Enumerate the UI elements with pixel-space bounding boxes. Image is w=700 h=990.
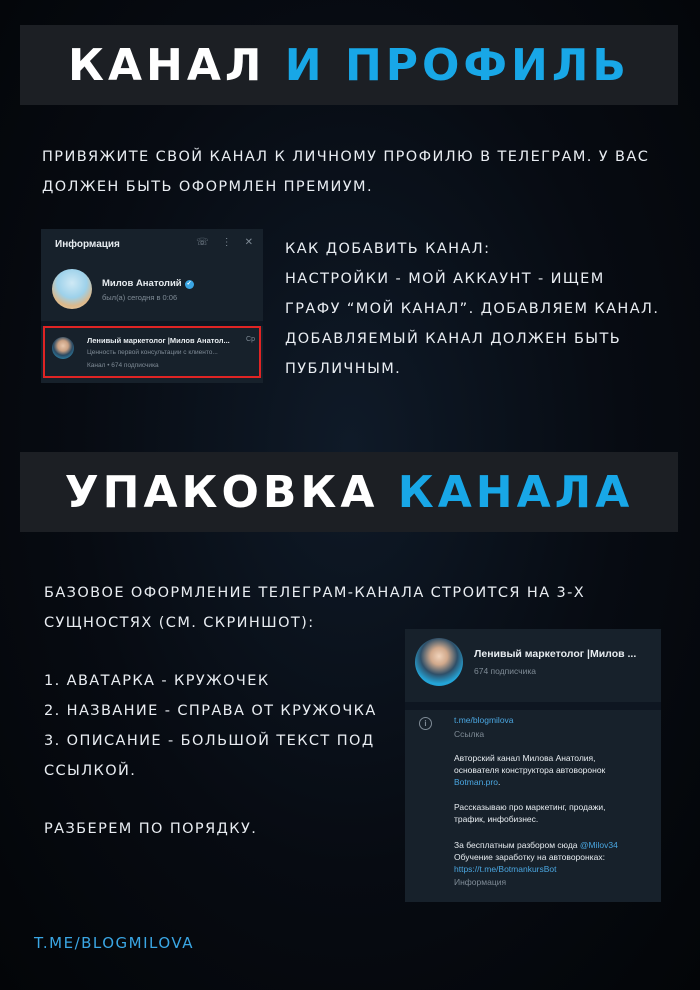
description-line: Обучение заработку на автоворонках:	[454, 852, 605, 862]
botman-link[interactable]: Botman.pro	[454, 777, 498, 787]
channel-avatar-large[interactable]	[415, 638, 463, 686]
list-item: ССЫЛКОЙ.	[44, 763, 137, 779]
title-part-blue: И ПРОФИЛЬ	[284, 39, 630, 91]
basic-line: БАЗОВОЕ ОФОРМЛЕНИЕ ТЕЛЕГРАМ-КАНАЛА СТРОИТСЯ НА 3-Х	[44, 585, 586, 601]
description-line: Авторский канал Милова Анатолия,	[454, 753, 596, 763]
intro-text	[42, 142, 662, 202]
list-item: 2. НАЗВАНИЕ - СПРАВА ОТ КРУЖОЧКА	[44, 703, 377, 719]
bot-link[interactable]: https://t.me/BotmankursBot	[454, 864, 557, 874]
howto-line: КАК ДОБАВИТЬ КАНАЛ:	[285, 241, 491, 257]
verified-badge-icon: ✓	[186, 281, 192, 287]
phone-icon[interactable]: ☏	[196, 237, 209, 248]
channel-subscribers: 674 подписчика	[474, 666, 536, 676]
howto-line: ГРАФУ “МОЙ КАНАЛ”. ДОБАВЛЯЕМ КАНАЛ.	[285, 301, 660, 317]
description-line: трафик, инфобизнес.	[454, 814, 539, 824]
list-item: 1. АВАТАРКА - КРУЖОЧЕК	[44, 673, 270, 689]
info-panel-header: Информация	[55, 239, 120, 250]
channel-avatar	[52, 337, 74, 359]
channel-meta: Канал • 674 подписчика	[87, 362, 159, 369]
username-link[interactable]: @Milov34	[579, 840, 618, 850]
description-line: Рассказываю про маркетинг, продажи,	[454, 802, 606, 812]
more-vertical-icon[interactable]: ⋮	[221, 237, 232, 248]
channel-title: Ленивый маркетолог |Милов Анатол...	[87, 336, 230, 345]
howto-line: ПУБЛИЧНЫМ.	[285, 361, 402, 377]
howto-line: ДОБАВЛЯЕМЫЙ КАНАЛ ДОЛЖЕН БЫТЬ	[285, 331, 622, 347]
info-panel-actions	[196, 237, 253, 248]
description-punct: .	[497, 777, 501, 787]
section-title-channel-packaging	[20, 452, 678, 532]
outro-text: РАЗБЕРЕМ ПО ПОРЯДКУ.	[44, 821, 258, 837]
user-name	[102, 278, 194, 289]
user-name-text: Милов Анатолий	[102, 278, 182, 289]
channel-link-caption: Ссылка	[454, 729, 485, 739]
intro-line: ДОЛЖЕН БЫТЬ ОФОРМЛЕН ПРЕМИУМ.	[42, 179, 373, 195]
description-caption: Информация	[454, 877, 507, 887]
info-icon: i	[419, 717, 432, 730]
description-line: основателя конструктора автоворонок	[454, 765, 606, 775]
list-item: 3. ОПИСАНИЕ - БОЛЬШОЙ ТЕКСТ ПОД	[44, 733, 375, 749]
howto-line: НАСТРОЙКИ - МОЙ АККАУНТ - ИЩЕМ	[285, 271, 605, 287]
description-line	[454, 840, 618, 851]
channel-title: Ленивый маркетолог |Милов ...	[474, 648, 637, 660]
close-icon[interactable]: ✕	[244, 237, 253, 248]
title-part-blue: КАНАЛА	[397, 466, 634, 518]
basic-line: СУЩНОСТЯХ (СМ. СКРИНШОТ):	[44, 615, 315, 631]
user-avatar[interactable]	[52, 269, 92, 309]
title-part-white: УПАКОВКА	[64, 466, 379, 518]
section-title-channel-profile	[20, 25, 678, 105]
channel-last-post-day: Ср	[246, 336, 255, 343]
description-line	[454, 777, 500, 788]
divider	[405, 702, 661, 710]
title-part-white: КАНАЛ	[68, 39, 266, 91]
telegram-info-panel-screenshot	[41, 229, 263, 383]
how-to-add-channel-text	[285, 234, 675, 384]
intro-line: ПРИВЯЖИТЕ СВОЙ КАНАЛ К ЛИЧНОМУ ПРОФИЛЮ В ТЕЛЕГРАМ. У ВАС	[42, 149, 650, 165]
personal-channel-row-highlighted[interactable]	[43, 326, 261, 378]
footer-blog-link[interactable]: T.ME/BLOGMILOVA	[34, 934, 194, 952]
channel-link[interactable]: t.me/blogmilova	[454, 715, 514, 725]
elements-list	[44, 666, 394, 786]
channel-header	[405, 629, 661, 695]
channel-last-post-preview: Ценность первой консультации с клиенто...	[87, 349, 218, 356]
telegram-channel-panel-screenshot	[405, 629, 661, 902]
description-text: За бесплатным разбором сюда	[454, 840, 580, 850]
user-last-seen: был(а) сегодня в 0:06	[102, 293, 178, 302]
